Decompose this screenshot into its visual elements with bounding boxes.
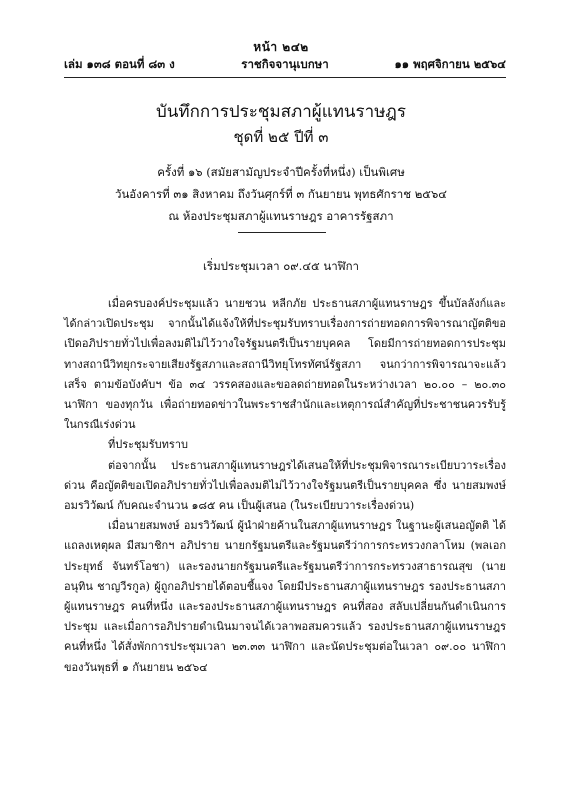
section-divider	[238, 232, 326, 233]
paragraph-acknowledged: ที่ประชุมรับทราบ	[108, 438, 188, 452]
start-time: เริ่มประชุมเวลา ๐๙.๔๕ นาฬิกา	[202, 259, 360, 273]
gazette-header	[64, 56, 506, 74]
publication-date: ๑๑ พฤศจิกายน ๒๕๖๔	[394, 57, 506, 71]
minutes-body	[64, 294, 506, 678]
header-divider	[64, 77, 506, 78]
meeting-venue: ณ ห้องประชุมสภาผู้แทนราษฎร อาคารรัฐสภา	[168, 209, 394, 223]
publication-name: ราชกิจจานุเบกษา	[241, 57, 329, 71]
paragraph-agenda: ต่อจากนั้น ประธานสภาผู้แทนราษฎรได้เสนอให้ที่ประชุมพิจารณาระเบียบวาระเรื่องด่วน คือญัตติขอเปิดอภิปรายทั่วไปเพื่อลงมติไม่ไว้วางใจรัฐมนตรีเป็นรายบุคคล ซึ่ง นายสมพงษ์ อมรวิวัฒน์ กับคณะจำนวน ๑๘๕ คน เป็นผู้เสนอ (ในระเบียบวาระเรื่องด่วน)	[64, 458, 506, 513]
document-title: บันทึกการประชุมสภาผู้แทนราษฎร	[156, 102, 406, 122]
meeting-number: ครั้งที่ ๑๖ (สมัยสามัญประจำปีครั้งที่หนึ่ง) เป็นพิเศษ	[157, 165, 405, 179]
session-number: ชุดที่ ๒๕ ปีที่ ๓	[233, 128, 329, 146]
paragraph-opening: เมื่อครบองค์ประชุมแล้ว นายชวน หลีกภัย ประธานสภาผู้แทนราษฎร ขึ้นบัลลังก์และได้กล่าวเปิดประชุม จากนั้นได้แจ้งให้ที่ประชุมรับทราบเรื่องการถ่ายทอดการพิจารณาญัตติขอเปิดอภิปรายทั่วไปเพื่อลงมติไม่ไว้วางใจรัฐมนตรีเป็นรายบุคคล โดยมีการถ่ายทอดการประชุมทางสถานีวิทยุกระจายเสียงรัฐสภาและสถานีวิทยุโทรทัศน์รัฐสภา จนกว่าการพิจารณาจะแล้วเสร็จ ตามข้อบังคับฯ ข้อ ๓๔ วรรคสองและขอลดถ่ายทอดในระหว่างเวลา ๒๐.๐๐ – ๒๐.๓๐ นาฬิกา ของทุกวัน เพื่อถ่ายทอดข่าวในพระราชสำนักและเหตุการณ์สำคัญที่ประชาชนควรรับรู้ในกรณีเร่งด่วน	[64, 297, 506, 432]
meeting-dates: วันอังคารที่ ๓๑ สิงหาคม ถึงวันศุกร์ที่ ๓ กันยายน พุทธศักราช ๒๕๖๔	[114, 187, 447, 201]
volume-issue: เล่ม ๑๓๘ ตอนที่ ๘๓ ง	[64, 57, 175, 71]
page-number: หน้า ๒๔๒	[253, 40, 309, 54]
paragraph-debate: เมื่อนายสมพงษ์ อมรวิวัฒน์ ผู้นำฝ่ายค้านในสภาผู้แทนราษฎร ในฐานะผู้เสนอญัตติ ได้แถลงเหตุผล มีสมาชิกฯ อภิปราย นายกรัฐมนตรีและรัฐมนตรีว่าการกระทรวงกลาโหม (พลเอก ประยุทธ์ จันทร์โอชา) และรองนายกรัฐมนตรีและรัฐมนตรีว่าการกระทรวงสาธารณสุข (นายอนุทิน ชาญวีรกูล) ผู้ถูกอภิปรายได้ตอบชี้แจง โดยมีประธานสภาผู้แทนราษฎร รองประธานสภาผู้แทนราษฎร คนที่หนึ่ง และรองประธานสภาผู้แทนราษฎร คนที่สอง สลับเปลี่ยนกันดำเนินการประชุม และเมื่อการอภิปรายดำเนินมาจนได้เวลาพอสมควรแล้ว รองประธานสภาผู้แทนราษฎร คนที่หนึ่ง ได้สั่งพักการประชุมเวลา ๒๓.๓๓ นาฬิกา และนัดประชุมต่อในเวลา ๐๙.๐๐ นาฬิกา ของวันพุธที่ ๑ กันยายน ๒๕๖๔	[64, 519, 506, 674]
